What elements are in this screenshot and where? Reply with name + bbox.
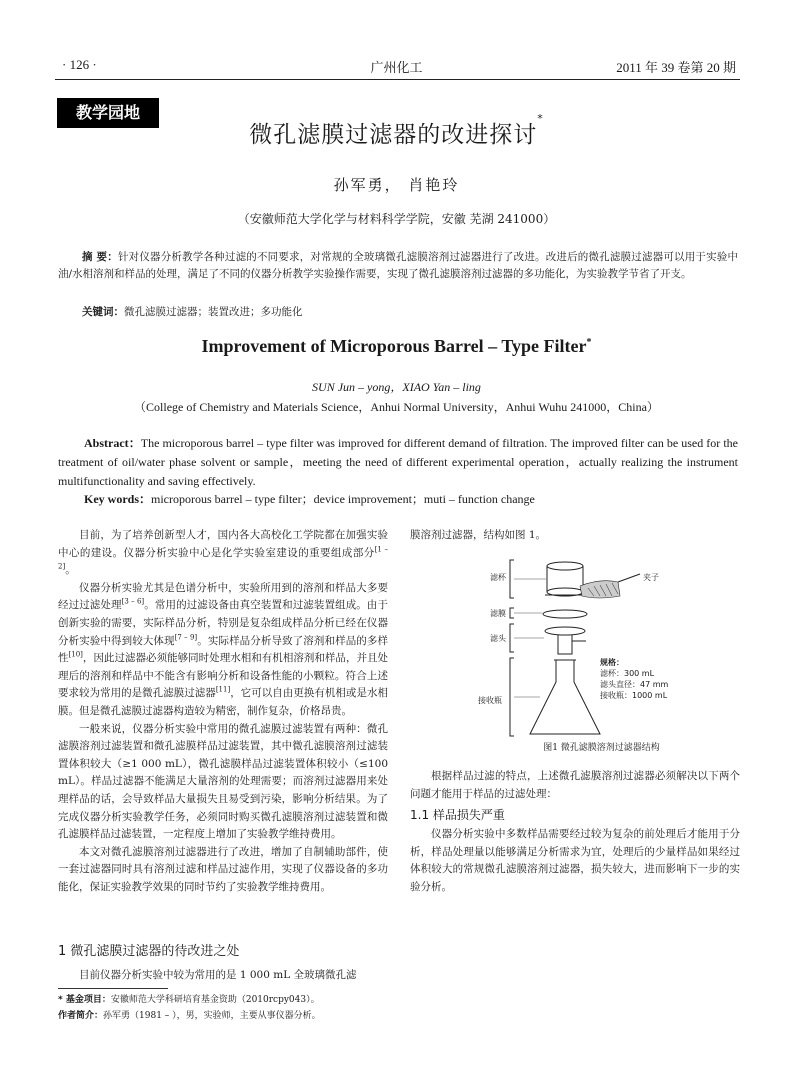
english-abstract-text: The microporous barrel – type filter was improved for different demand of filtration. The improved filter can be used for the treatment of oil/water phase solvent or sample，meeting the need of different experimental operation，actually realizing the instrument multifunctionality and saving effectively. (58, 436, 739, 488)
english-authors: SUN Jun – yong，XIAO Yan – ling (312, 380, 481, 394)
section-1-heading: 1 微孔滤膜过滤器的待改进之处 (58, 944, 240, 959)
bracket-bottle (510, 658, 514, 736)
english-keywords-text: microporous barrel – type filter；device improvement；muti – function change (151, 492, 535, 506)
fig-label-clip: 夹子 (643, 573, 659, 582)
paragraph-intro (58, 527, 388, 580)
text-run: 目前，为了培养创新型人才，国内各大高校化工学院都在加强实验中心的建设。仪器分析实验中心是化学实验室建设的重要组成部分 (58, 529, 388, 559)
head-stem (558, 635, 586, 654)
left-column-tail (58, 967, 388, 985)
english-affiliation: （College of Chemistry and Materials Science，Anhui Normal University，Anhui Wuhu 241000，China） (134, 400, 659, 414)
fig-label-membrane: 滤膜 (490, 609, 506, 618)
abstract-cn (58, 249, 738, 283)
section-tag: 教学园地 (57, 98, 159, 128)
english-title-text: Improvement of Microporous Barrel – Type Filter (201, 336, 587, 356)
paragraph-filter (58, 580, 388, 721)
footnote-rule (58, 988, 168, 989)
spec-head: 滤头直径：47 mm (600, 680, 669, 689)
authors: 孙军勇， 肖艳玲 (333, 176, 460, 194)
bracket-cup (510, 560, 514, 598)
citation: [10] (68, 650, 83, 659)
title-text: 微孔滤膜过滤器的改进探讨 (249, 122, 538, 148)
footnote-author (58, 1009, 388, 1024)
right-column-body (410, 768, 740, 803)
paragraph-fig-intro: 膜溶剂过滤器，结构如图 1。 (410, 529, 547, 541)
english-title (0, 336, 793, 357)
english-abstract-label: Abstract： (84, 436, 141, 450)
citation: [11] (215, 685, 231, 694)
keywords-cn (58, 304, 738, 321)
abstract-label: 摘 要： (82, 251, 118, 263)
issue-info: 2011 年 39 卷第 20 期 (616, 60, 736, 75)
footnote-text: 孙军勇（1981 – ），男，实验师，主要从事仪器分析。 (103, 1011, 321, 1021)
footnote-label: 作者简介： (58, 1011, 104, 1021)
footnote-fund (58, 993, 388, 1008)
specs-title: 规格： (600, 658, 624, 667)
leader-lines (514, 579, 546, 697)
paragraph-problems: 根据样品过滤的特点，上述微孔滤膜溶剂过滤器必须解决以下两个问题才能用于样品的过滤处理： (410, 770, 740, 800)
english-keywords-label: Key words： (84, 492, 151, 506)
spec-bottle: 接收瓶：1000 mL (600, 691, 668, 700)
text-run: 。 (65, 564, 76, 577)
keywords-label: 关键词： (82, 306, 124, 318)
paragraph-sample-loss: 仪器分析实验中多数样品需要经过较为复杂的前处理后才能用于分析，样品处理量以能够满足分析需求为宜，处理后的少量样品如果经过体积较大的常规微孔滤膜溶剂过滤器，损失较大，进而影响下一步的实验分析。 (410, 828, 740, 893)
footnote-label: * 基金项目： (58, 995, 111, 1005)
cup-rim (547, 562, 583, 570)
text-run: ，它可以自由更换有机相或是水相膜。但是微孔滤膜过滤器构造较为精密，制作复杂，价格昂贵。 (58, 687, 388, 717)
clip-shape (580, 581, 620, 598)
left-column (58, 527, 388, 896)
bracket-head (510, 624, 514, 652)
text-run: 仪器分析实验尤其是色谱分析中，实验所用到的溶剂和样品大多要经过过滤处理 (58, 581, 388, 612)
fig-specs (600, 657, 668, 701)
paragraph-types: 一般来说，仪器分析实验中常用的微孔滤膜过滤装置有两种：微孔滤膜溶剂过滤装置和微孔滤膜样品过滤装置，其中微孔滤膜溶剂过滤装置体积较大（≥1 000 mL），微孔滤膜样品过滤装置体积较小（≤100 mL）。样品过滤器不能满足大量溶剂的处理需要；而溶剂过滤器用来处理样品的话，会导致样品大量损失且易受到污染，影响分析结果。为了完成仪器分析实验教学任务，必须同时购买微孔滤膜溶剂过滤装置和微孔滤膜样品过滤装置，一定程度上增加了实验教学维持费用。 (58, 722, 388, 841)
text-run: 。常用的过滤设备由真空装置和过滤装置组成。由于创新实验的需要，实际样品分析，特别是复杂组成样品分析已经在仪器分析实验中得到较大体现 (58, 599, 389, 647)
text-run: ，因此过滤器必须能够同时处理水相和有机相溶剂和样品，并且处理后的溶剂和样品中不能含有影响分析和设备性能的小颗粒。符合上述要求较为常用的是微孔滤膜过滤器 (58, 652, 389, 700)
section-1-1-heading: 1.1 样品损失严重 (410, 808, 505, 822)
english-title-mark: * (586, 337, 592, 348)
english-keywords (58, 490, 738, 509)
page-number: · 126 · (62, 57, 97, 72)
right-column-section (410, 826, 740, 896)
fig-label-bottle: 接收瓶 (478, 696, 502, 705)
citation: [7 – 9] (174, 633, 198, 642)
right-column-top (410, 527, 740, 545)
citation: [3 – 6] (121, 597, 145, 606)
keywords-text: 微孔滤膜过滤器；装置改进；多功能化 (124, 306, 303, 318)
paragraph-improvement: 本文对微孔滤膜溶剂过滤器进行了改进，增加了自制辅助部件，使一套过滤器同时具有溶剂过滤和样品过滤作用，实现了仪器设备的多功能化，保证实验教学效果的同时节约了实验教学维持费用。 (58, 845, 388, 893)
bracket-membrane (510, 608, 514, 618)
affiliation: （安徽师范大学化学与材料科学学院，安徽 芜湖 241000） (237, 212, 556, 226)
membrane-disc (543, 610, 587, 618)
fig-label-head: 滤头 (490, 634, 506, 643)
figure-caption: 图1 微孔滤膜溶剂过滤器结构 (543, 743, 660, 753)
clip-arm (618, 574, 640, 582)
journal-name: 广州化工 (370, 61, 423, 76)
filter-structure-figure (470, 556, 690, 746)
spec-cup: 滤杯：300 mL (600, 669, 655, 678)
flask-body (530, 660, 600, 734)
text-run: 。实际样品分析导致了溶剂和样品的多样性 (58, 634, 388, 665)
filter-head (545, 627, 585, 635)
abstract-text: 针对仪器分析教学各种过滤的不同要求，对常规的全玻璃微孔滤膜溶剂过滤器进行了改进。改进后的微孔滤膜过滤器可以用于实验中油/水相溶剂和样品的处理，满足了不同的仪器分析教学实验操作需要，实现了微孔滤膜溶剂过滤器的多功能化，为实验教学节省了开支。 (58, 251, 739, 280)
header-rule (55, 79, 740, 80)
paragraph-section1: 目前仪器分析实验中较为常用的是 1 000 mL 全玻璃微孔滤 (79, 969, 357, 981)
title-footnote-mark: * (537, 112, 544, 125)
footnote-text: 安徽师范大学科研培育基金资助（2010rcpy043）。 (110, 995, 320, 1005)
figure-caption-wrap (0, 740, 793, 753)
fig-label-cup: 滤杯 (490, 573, 506, 582)
english-abstract (58, 434, 738, 491)
citation: [1 – 2] (58, 545, 389, 571)
